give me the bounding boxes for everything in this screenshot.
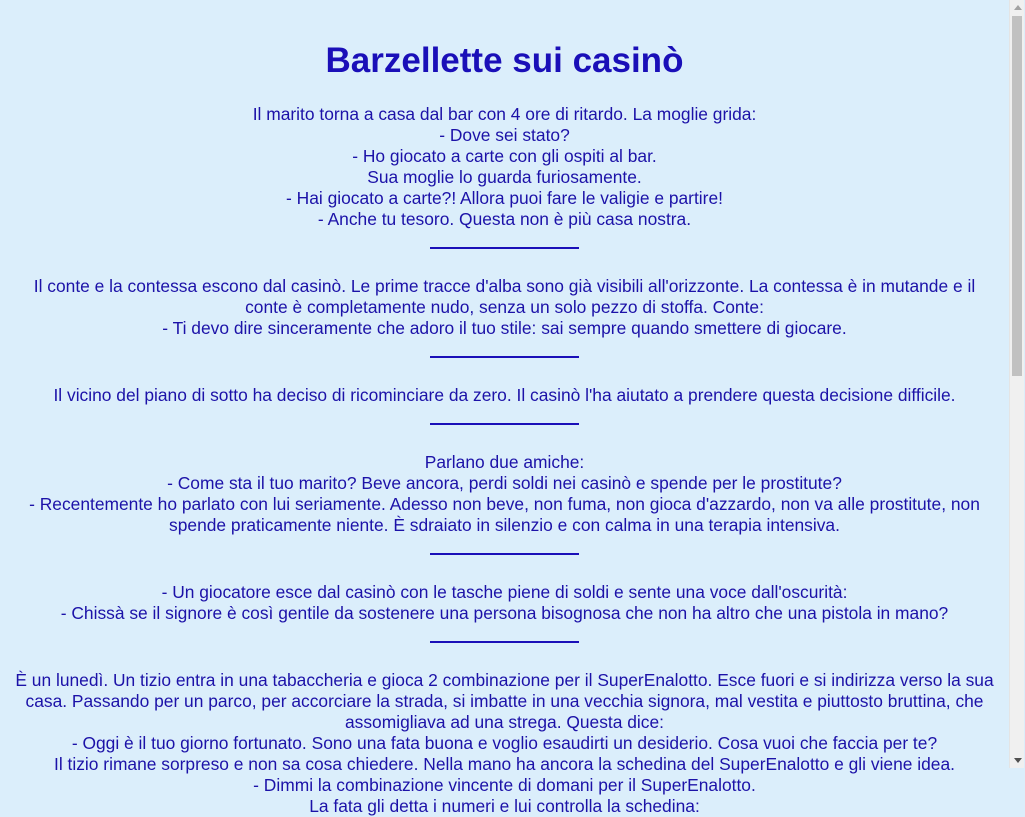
joke-separator — [430, 641, 579, 643]
joke-separator — [430, 423, 579, 425]
joke-line: - Chissà se il signore è così gentile da sostenere una persona bisognosa che non ha altro che una pistola in mano? — [60, 603, 949, 623]
joke-line: Il tizio rimane sorpreso e non sa cosa chiedere. Nella mano ha ancora la schedina del SuperEnalotto e gli viene idea. — [54, 754, 955, 774]
page-title: Barzellette sui casinò — [325, 41, 684, 80]
joke-line: La fata gli detta i numeri e lui controlla la schedina: — [309, 796, 700, 816]
joke-line: Il vicino del piano di sotto ha deciso di ricominciare da zero. Il casinò l'ha aiutato a prendere questa decisione difficile. — [53, 385, 956, 405]
joke-line: Il conte e la contessa escono dal casinò. Le prime tracce d'alba sono già visibili all'orizzonte. La contessa è in mutande e il conte è completamente nudo, senza un solo pezzo di stoffa. Conte: — [33, 276, 976, 317]
joke-line: È un lunedì. Un tizio entra in una tabaccheria e gioca 2 combinazione per il SuperEnalotto. Esce fuori e si indirizza verso la sua casa. Passando per un parco, per accorciare la strada, si imbatte in una vecchia signora, mal vestita e piuttosto bruttina, che assomigliava ad una strega. Questa dice: — [15, 670, 994, 732]
joke-separator — [430, 247, 579, 249]
vertical-scrollbar[interactable] — [1009, 0, 1024, 768]
joke-item — [14, 670, 995, 817]
joke-separator — [430, 553, 579, 555]
joke-line: Parlano due amiche: — [424, 452, 585, 472]
joke-line: - Ti devo dire sinceramente che adoro il tuo stile: sai sempre quando smettere di giocare. — [162, 318, 847, 338]
joke-line: - Come sta il tuo marito? Beve ancora, perdi soldi nei casinò e spende per le prostitute? — [167, 473, 842, 493]
joke-item — [14, 385, 995, 406]
joke-line: - Un giocatore esce dal casinò con le tasche piene di soldi e sente una voce dall'oscurità: — [161, 582, 848, 602]
scroll-thumb[interactable] — [1012, 16, 1022, 376]
joke-line: Il marito torna a casa dal bar con 4 ore di ritardo. La moglie grida: — [252, 104, 757, 124]
joke-line: - Recentemente ho parlato con lui seriamente. Adesso non beve, non fuma, non gioca d'azzardo, non va alle prostitute, non spende praticamente niente. È sdraiato in silenzio e con calma in una terapia intensiva. — [29, 494, 980, 535]
joke-line: - Hai giocato a carte?! Allora puoi fare le valigie e partire! — [286, 188, 723, 208]
joke-item — [14, 452, 995, 536]
scroll-down-arrow-icon[interactable] — [1010, 753, 1025, 768]
joke-line: Sua moglie lo guarda furiosamente. — [367, 167, 642, 187]
joke-line: - Oggi è il tuo giorno fortunato. Sono una fata buona e voglio esaudirti un desiderio. Cosa vuoi che faccia per te? — [71, 733, 938, 753]
joke-item — [14, 582, 995, 624]
joke-item — [14, 276, 995, 339]
joke-item — [14, 104, 995, 230]
joke-list — [0, 104, 1009, 817]
joke-line: - Dimmi la combinazione vincente di domani per il SuperEnalotto. — [253, 775, 756, 795]
joke-line: - Ho giocato a carte con gli ospiti al bar. — [352, 146, 657, 166]
joke-line: - Anche tu tesoro. Questa non è più casa nostra. — [317, 209, 692, 229]
joke-line: - Dove sei stato? — [439, 125, 570, 145]
scroll-up-arrow-icon[interactable] — [1010, 0, 1025, 15]
joke-separator — [430, 356, 579, 358]
